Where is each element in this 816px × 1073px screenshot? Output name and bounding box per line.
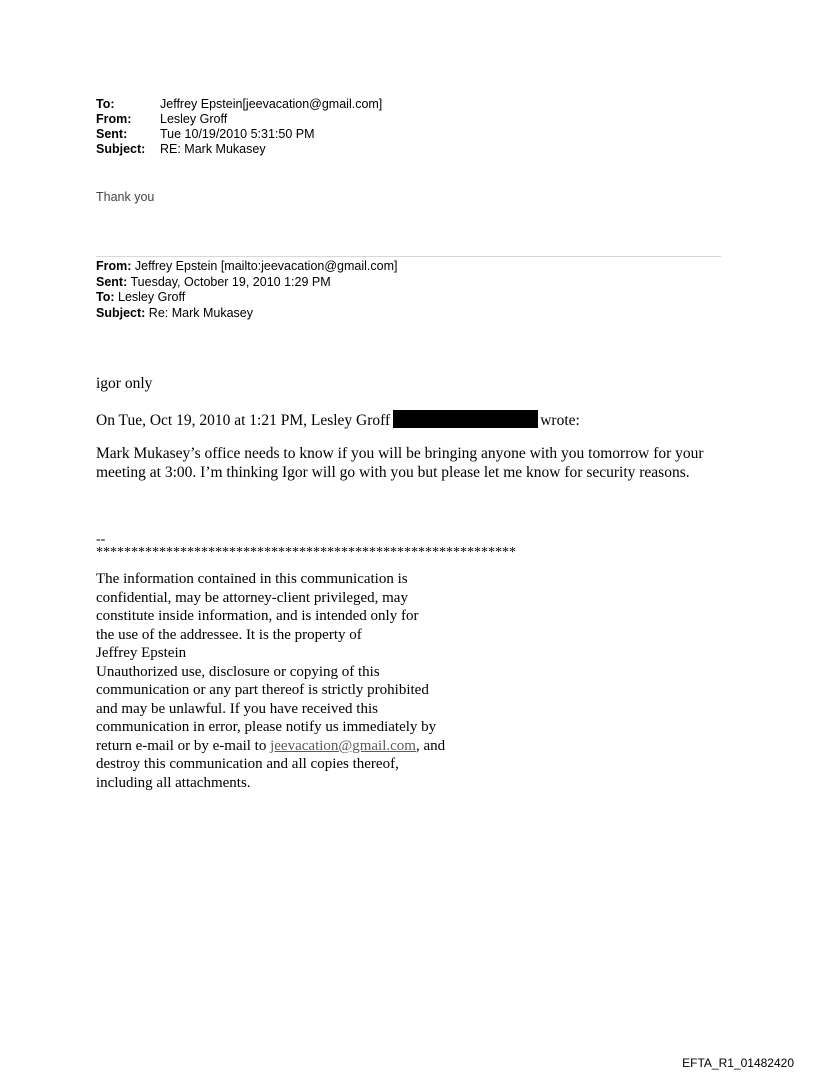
redaction-block [393, 410, 538, 428]
disclaimer-line: the use of the addressee. It is the property of [96, 626, 362, 643]
from-value: Lesley Groff [160, 112, 228, 126]
quoted-sent-row [96, 275, 397, 291]
quoted-subject-label: Subject: [96, 305, 146, 320]
attribution-line [96, 410, 580, 430]
quoted-header [96, 259, 397, 321]
disclaimer [96, 570, 445, 792]
divider [96, 256, 721, 257]
disclaimer-link-line [96, 737, 445, 756]
header-to-row [96, 97, 382, 112]
header-subject-row [96, 142, 382, 157]
document-id: EFTA_R1_01482420 [682, 1056, 794, 1070]
disclaimer-line: and may be unlawful. If you have received this [96, 700, 378, 717]
disclaimer-line: communication or any part thereof is strictly prohibited [96, 682, 429, 698]
disclaimer-link-before: return e-mail or by e-mail to [96, 737, 271, 754]
disclaimer-link-after: , and [415, 737, 446, 754]
disclaimer-line: The information contained in this communication is [96, 571, 408, 587]
disclaimer-line: Jeffrey Epstein [96, 645, 187, 661]
signature-dashes: -- [96, 532, 106, 547]
attribution-before: On Tue, Oct 19, 2010 at 1:21 PM, Lesley Groff [96, 412, 391, 429]
email-header [96, 97, 382, 157]
quoted-from-value: Jeffrey Epstein [mailto:jeevacation@gmail.com] [134, 259, 398, 273]
disclaimer-line: Unauthorized use, disclosure or copying of this [96, 663, 380, 680]
quoted-subject-row [96, 306, 397, 322]
header-from-row [96, 112, 382, 127]
header-sent-row [96, 127, 382, 142]
sent-value: Tue 10/19/2010 5:31:50 PM [160, 127, 315, 141]
subject-label: Subject: [96, 142, 146, 156]
quoted-to-row [96, 290, 397, 306]
reply-body: igor only [96, 375, 153, 392]
quoted-subject-value: Re: Mark Mukasey [148, 305, 253, 320]
email-link[interactable]: jeevacation@gmail.com [270, 737, 416, 754]
sent-label: Sent: [96, 127, 128, 141]
attribution-after: wrote: [540, 412, 580, 429]
disclaimer-line: communication in error, please notify us immediately by [96, 719, 437, 735]
quoted-message: Mark Mukasey’s office needs to know if you will be bringing anyone with you tomorrow for your meeting at 3:00. I’m thinking Igor will go with you but please let me know for security reasons. [96, 445, 704, 481]
quoted-sent-value: Tuesday, October 19, 2010 1:29 PM [130, 274, 331, 289]
to-label: To: [96, 97, 115, 111]
subject-value: RE: Mark Mukasey [160, 142, 266, 156]
disclaimer-line: confidential, may be attorney-client privileged, may [96, 589, 408, 606]
from-label: From: [96, 112, 132, 126]
signature-stars: ************************************************************ [96, 545, 516, 560]
to-value: Jeffrey Epstein[jeevacation@gmail.com] [160, 97, 383, 111]
disclaimer-line: including all attachments. [96, 774, 251, 791]
disclaimer-line: constitute inside information, and is intended only for [96, 608, 419, 624]
quoted-from-row [96, 259, 397, 275]
disclaimer-line: destroy this communication and all copies thereof, [96, 756, 399, 772]
quoted-to-label: To: [96, 290, 115, 304]
quoted-to-value: Lesley Groff [118, 290, 186, 304]
reply-text: Thank you [96, 190, 155, 204]
quoted-from-label: From: [96, 259, 132, 273]
quoted-sent-label: Sent: [96, 274, 128, 289]
